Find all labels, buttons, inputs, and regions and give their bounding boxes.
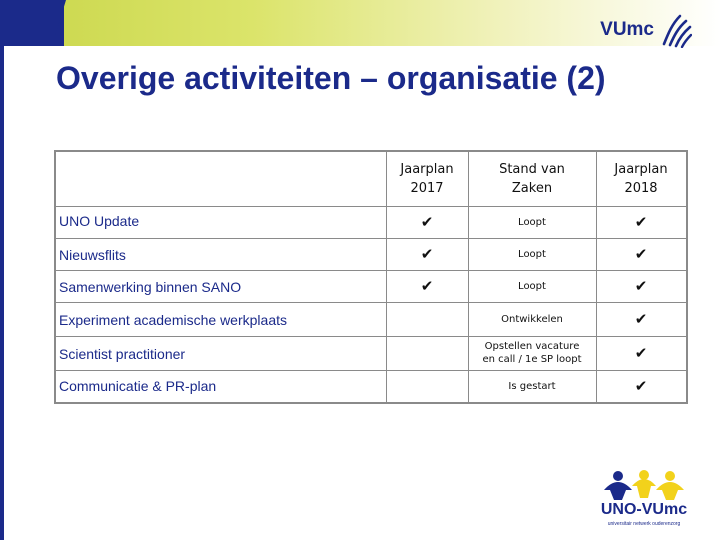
uno-vumc-logo [596,470,692,530]
plan2017-check: ✔ [420,213,434,231]
plan2018-check: ✔ [634,277,648,295]
plan2017-check [386,336,468,370]
header-stand-van-zaken [468,152,596,206]
header-jaarplan-2018-line1: Jaarplan [614,162,668,177]
plan2018-check: ✔ [634,213,648,231]
plan2017-check: ✔ [420,245,434,263]
page-title: Overige activiteiten – organisatie (2) [56,60,606,96]
uno-vumc-logo-figures-icon [596,470,692,502]
plan2017-check [386,302,468,336]
row-label: UNO Update [59,213,140,229]
row-label: Communicatie & PR-plan [59,378,217,394]
table-row [56,370,686,402]
left-accent-bar [0,46,4,540]
plan2018-check: ✔ [634,310,648,328]
status-cell: Loopt [518,280,546,292]
plan2017-check: ✔ [420,277,434,295]
plan2018-check: ✔ [634,344,648,362]
header-stand-van-zaken-line2: Zaken [511,181,553,196]
vumc-logo-text: VUmc [600,19,654,40]
vumc-logo-icon [660,12,692,48]
status-line2: en call / 1e SP loopt [482,354,582,365]
status-cell: Is gestart [508,380,556,392]
status-cell: Loopt [518,216,546,228]
plan2018-check: ✔ [634,377,648,395]
table-row [56,302,686,336]
header-jaarplan-2018 [596,152,686,206]
row-label: Experiment academische werkplaats [59,312,287,328]
row-label: Scientist practitioner [59,346,186,362]
plan2018-check: ✔ [634,245,648,263]
uno-vumc-logo-subtext: universitair netwerk ouderenzorg [607,521,681,527]
header-jaarplan-2017-line2: 2017 [410,181,444,196]
row-label: Samenwerking binnen SANO [59,279,242,295]
plan2017-check [386,370,468,402]
header-jaarplan-2017-line1: Jaarplan [400,162,454,177]
vumc-logo [600,12,692,48]
uno-vumc-logo-text: UNO-VUmc [600,501,688,518]
header-band [0,0,720,46]
header-stand-van-zaken-line1: Stand van [499,162,565,177]
status-cell [468,336,596,370]
table-row [56,238,686,270]
status-cell: Ontwikkelen [501,313,563,325]
header-jaarplan-2018-line2: 2018 [624,181,658,196]
row-label: Nieuwsflits [59,247,126,263]
status-cell: Loopt [518,248,546,260]
header-blue-slant [52,0,66,46]
header-jaarplan-2017 [386,152,468,206]
table-row [56,206,686,238]
table-row [56,270,686,302]
table-row [56,336,686,370]
status-line1: Opstellen vacature [484,341,580,352]
